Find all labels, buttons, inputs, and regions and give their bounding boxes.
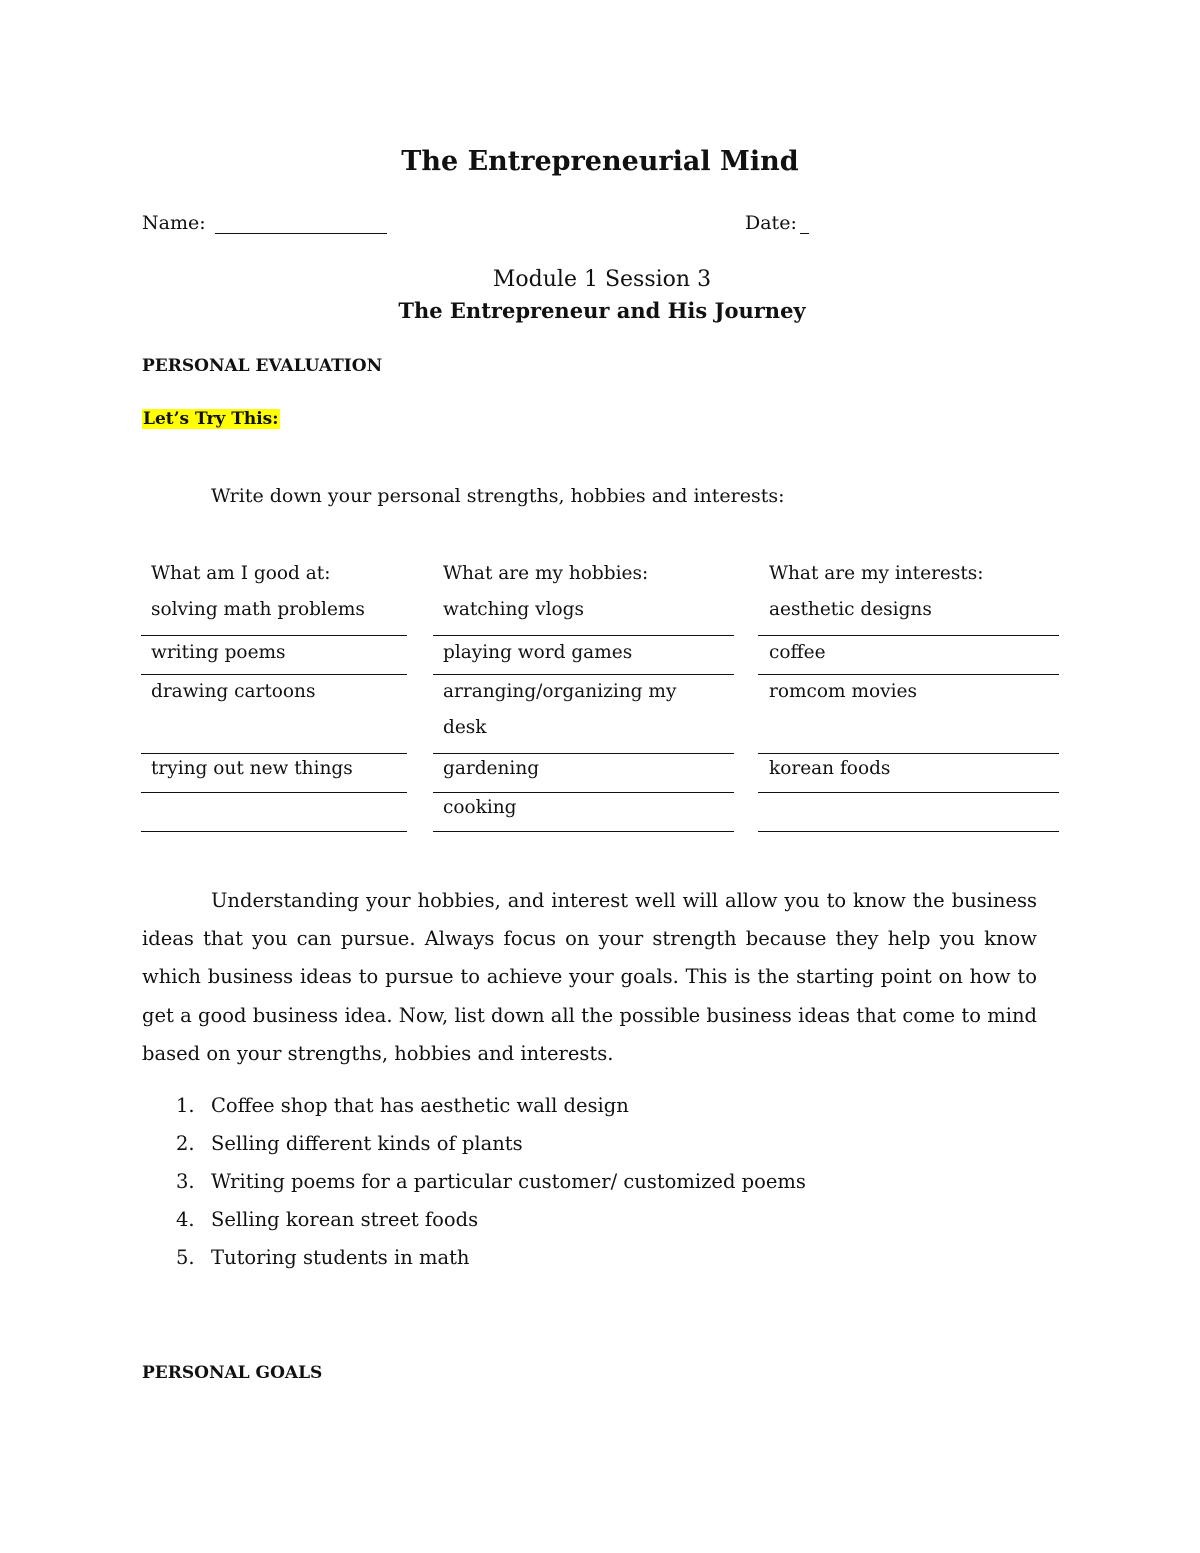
answer-line — [758, 792, 1059, 793]
answer-line — [141, 792, 407, 793]
section-heading-evaluation: PERSONAL EVALUATION — [142, 356, 383, 376]
session-subtitle: The Entrepreneur and His Journey — [398, 298, 806, 323]
table-cell: solving math problems — [151, 599, 365, 620]
body-paragraph — [142, 882, 1037, 1073]
date-blank-line — [800, 233, 809, 234]
list-item: Tutoring students in math — [211, 1246, 470, 1269]
table-cell: korean foods — [769, 758, 891, 779]
list-item: Coffee shop that has aesthetic wall design — [211, 1094, 629, 1117]
table-cell: trying out new things — [151, 758, 353, 779]
table-cell: drawing cartoons — [151, 681, 316, 702]
list-item-number: 2. — [176, 1132, 195, 1155]
list-item: Selling different kinds of plants — [211, 1132, 523, 1155]
list-item-number: 1. — [176, 1094, 195, 1117]
paragraph-text: Understanding your hobbies, and interest well will allow you to know the business ideas that you can pursue. Always focus on your strength because they help you know which business ideas to pursue to achieve your goals. This is the starting point on how to get a good business idea. Now, list down all the possible business ideas that come to mind based on your strengths, hobbies and interests. — [142, 889, 1037, 1065]
table-cell: romcom movies — [769, 681, 917, 702]
module-heading: Module 1 Session 3 — [492, 267, 712, 292]
list-item-number: 4. — [176, 1208, 195, 1231]
section-heading-goals: PERSONAL GOALS — [142, 1363, 323, 1383]
name-label: Name: — [142, 212, 206, 234]
answer-line — [758, 831, 1059, 832]
table-cell: playing word games — [443, 642, 633, 663]
page-title: The Entrepreneurial Mind — [401, 146, 799, 177]
list-item-number: 5. — [176, 1246, 195, 1269]
column-header-good-at: What am I good at: — [151, 563, 331, 584]
table-cell: watching vlogs — [443, 599, 584, 620]
lets-try-highlight: Let’s Try This: — [143, 409, 279, 429]
table-cell: aesthetic designs — [769, 599, 932, 620]
list-item: Writing poems for a particular customer/ customized poems — [211, 1170, 806, 1193]
instruction-text: Write down your personal strengths, hobbies and interests: — [211, 485, 785, 507]
list-item-number: 3. — [176, 1170, 195, 1193]
answer-line — [433, 831, 734, 832]
answer-line — [141, 831, 407, 832]
date-label: Date: — [745, 212, 797, 234]
table-cell: arranging/organizing my — [443, 681, 677, 702]
column-header-interests: What are my interests: — [769, 563, 984, 584]
column-header-hobbies: What are my hobbies: — [443, 563, 649, 584]
table-cell: gardening — [443, 758, 540, 779]
table-cell: writing poems — [151, 642, 286, 663]
table-cell: cooking — [443, 797, 517, 818]
table-cell: coffee — [769, 642, 826, 663]
list-item: Selling korean street foods — [211, 1208, 479, 1231]
name-blank-line — [215, 233, 387, 234]
table-cell: desk — [443, 717, 487, 738]
